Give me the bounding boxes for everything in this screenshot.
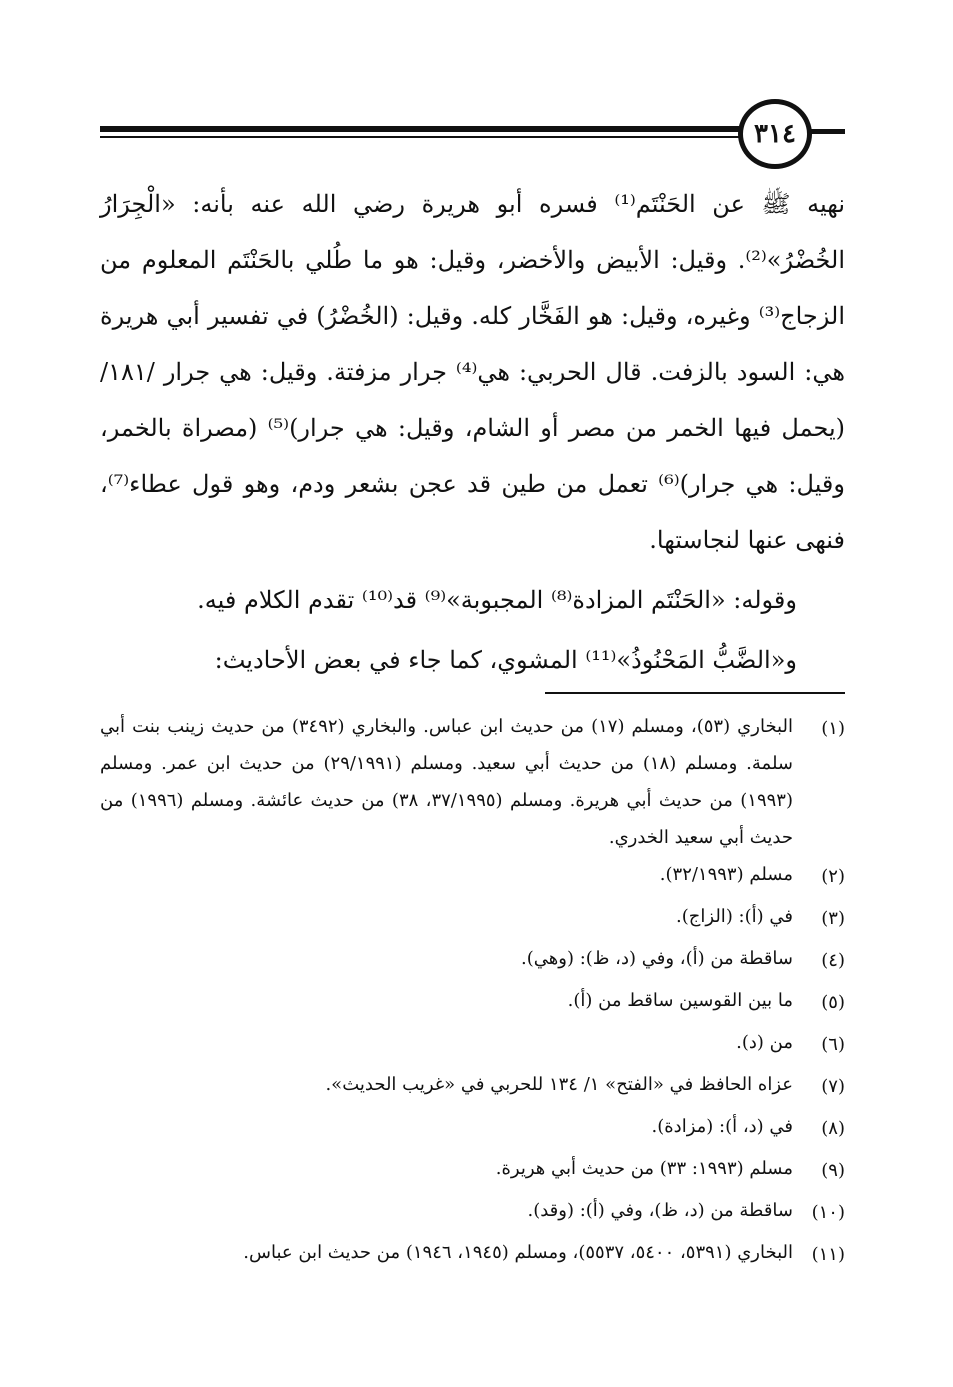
footnote-number: (٢) xyxy=(821,866,845,887)
footnote-number: (٥) xyxy=(821,992,845,1013)
page-number: ٣١٤ xyxy=(738,99,812,169)
footnote-number: (٧) xyxy=(821,1076,845,1097)
paragraph-1: نهيه ﷺ عن الحَنْتَم⁽¹⁾ فسره أبو هريرة رضي الله عنه بأنه: «الْجِرَارُ الخُضْرُ»⁽²⁾. وقيل: الأبيض والأخضر، وقيل: هو ما طُلي بالحَنْتَم المعلوم من الزجاج⁽³⁾ وغيره، وقيل: هو الفَخَّار كله. وقيل: (الخُضْرُ) في تفسير أبي هريرة هي: السود بالزفت. قال الحربي: هي⁽⁴⁾ جرار مزفتة. وقيل: هي جرار /١٨١/ (يحمل فيها الخمر من مصر أو الشام، وقيل: هي جرار)⁽⁵⁾ (مصراة بالخمر، وقيل: هي جرار)⁽⁶⁾ تعمل من طين قد عجن بشعر ودم، وهو قول عطاء⁽⁷⁾، فنهى عنها لنجاستها. xyxy=(100,190,846,554)
main-text xyxy=(100,176,845,688)
header-rule-thick xyxy=(100,126,740,132)
footnote-item xyxy=(100,856,845,898)
footnote-number: (١) xyxy=(821,718,845,739)
footnote-item xyxy=(100,1066,845,1108)
footnote-text: مسلم (٣٢/١٩٩٣). xyxy=(659,864,793,885)
footnote-text: من (د). xyxy=(736,1032,793,1053)
footnote-number: (١٠) xyxy=(811,1202,845,1223)
footnote-number: (١١) xyxy=(811,1244,845,1265)
page-header xyxy=(100,96,845,166)
footnote-text: ساقطة من (د، ظ)، وفي (أ): (وقد). xyxy=(527,1200,793,1221)
footnote-item xyxy=(100,708,845,856)
footnote-number: (٩) xyxy=(821,1160,845,1181)
footnote-number: (٤) xyxy=(821,950,845,971)
footnote-item xyxy=(100,1234,845,1276)
footnote-item xyxy=(100,1024,845,1066)
footnotes xyxy=(100,708,845,1276)
footnote-text: في (د، أ): (مزادة). xyxy=(651,1116,793,1137)
header-rule-thin xyxy=(100,136,740,138)
paragraph-3: و«الضَّبُّ المَحْنُوذُ»⁽¹¹⁾ المشوي، كما جاء في بعض الأحاديث: xyxy=(214,646,797,674)
footnote-text: عزاه الحافظ في «الفتح» ١/ ١٣٤ للحربي في «غريب الحديث». xyxy=(325,1074,793,1095)
footnote-text: مسلم (١٩٩٣: ٣٣) من حديث أبي هريرة. xyxy=(495,1158,793,1179)
footnote-text: ساقطة من (أ)، وفي (د، ظ): (وهي). xyxy=(521,948,793,969)
footnote-item xyxy=(100,898,845,940)
footnote-text: البخاري (٥٣)، ومسلم (١٧) من حديث ابن عباس. والبخاري (٣٤٩٢) من حديث زينب بنت أبي سلمة. ومسلم (١٨) من حديث أبي سعيد. ومسلم (٢٩/١٩٩١) من حديث ابن عمر. ومسلم (١٩٩٣) من حديث أبي هريرة. ومسلم (٣٧/١٩٩٥، ٣٨) من حديث عائشة. ومسلم (١٩٩٦) من حديث أبي سعيد الخدري. xyxy=(100,716,793,848)
footnote-text: في (أ): (الزاج). xyxy=(676,906,793,927)
footnote-number: (٣) xyxy=(821,908,845,929)
footnote-item xyxy=(100,940,845,982)
footnote-item xyxy=(100,1108,845,1150)
footnote-item xyxy=(100,1192,845,1234)
footnote-number: (٨) xyxy=(821,1118,845,1139)
footnote-text: ما بين القوسين ساقط من (أ). xyxy=(567,990,793,1011)
footnote-item xyxy=(100,1150,845,1192)
paragraph-2: وقوله: «الحَنْتَم المزادة⁽⁸⁾ المجبوبة»⁽⁹⁾ قد⁽¹⁰⁾ تقدم الكلام فيه. xyxy=(197,586,797,614)
footnote-text: البخاري (٥٣٩١، ٥٤٠٠، ٥٥٣٧)، ومسلم (١٩٤٥، ١٩٤٦) من حديث ابن عباس. xyxy=(243,1242,793,1263)
footnote-separator xyxy=(545,692,845,694)
footnote-item xyxy=(100,982,845,1024)
footnote-number: (٦) xyxy=(821,1034,845,1055)
